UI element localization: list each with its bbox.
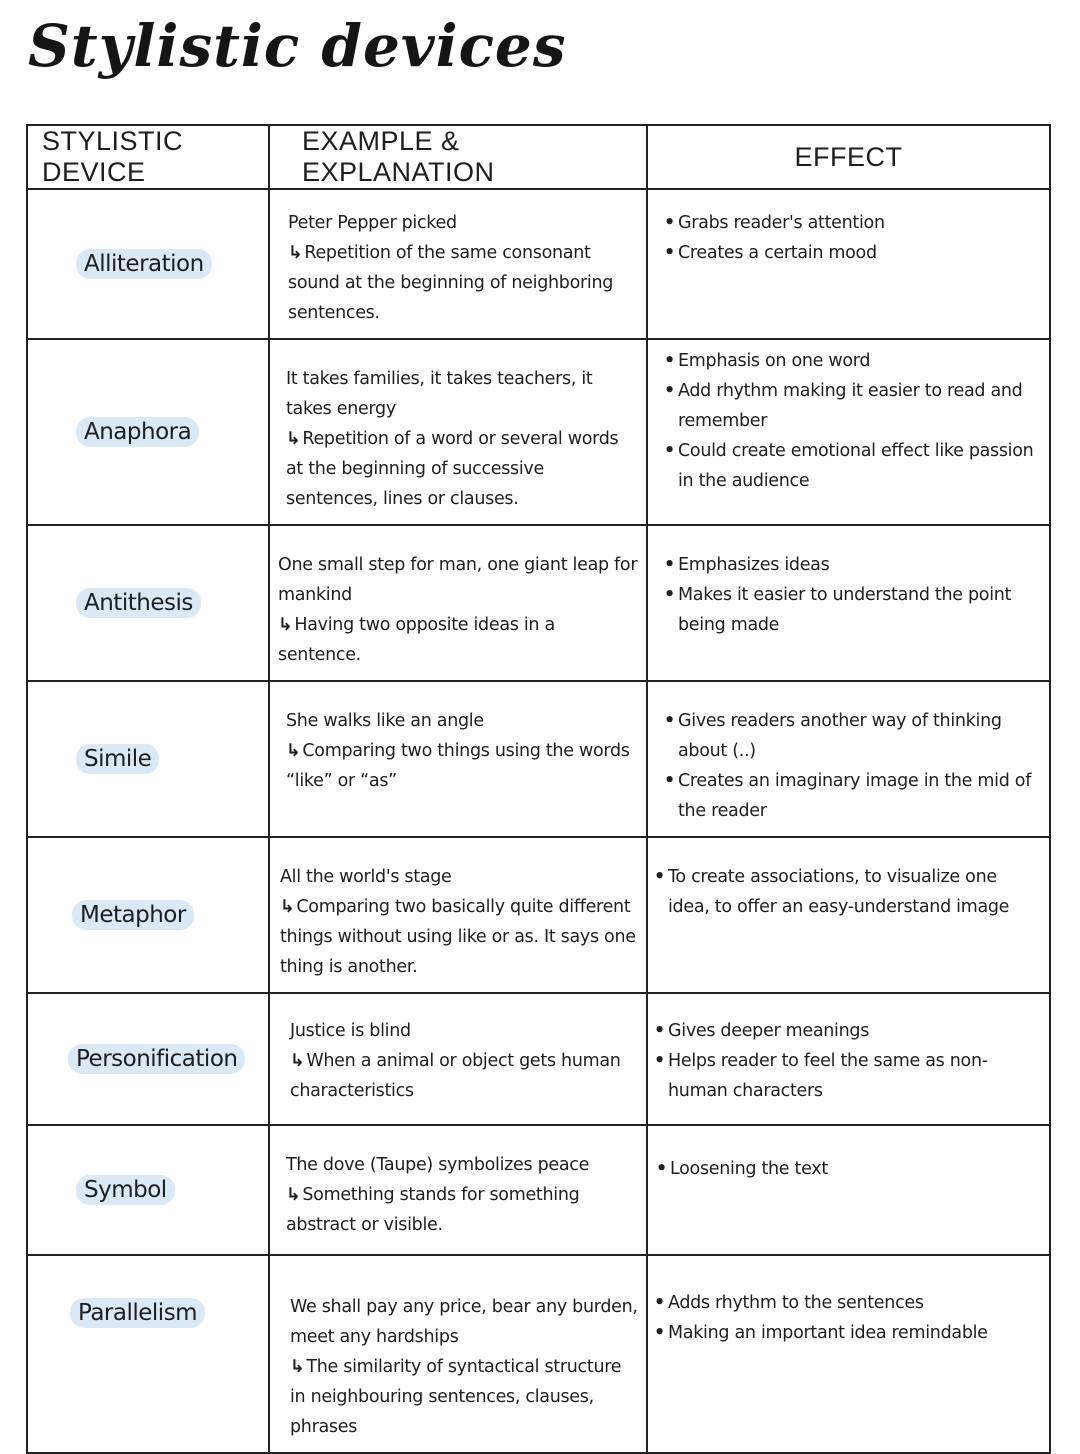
explanation-text: Comparing two things using the words “like” or “as” — [286, 741, 630, 791]
device-name-symbol: Symbol — [76, 1175, 175, 1205]
effect-cell — [647, 1125, 1050, 1255]
example-text: The dove (Taupe) symbolizes peace — [286, 1155, 590, 1175]
device-cell — [27, 189, 269, 339]
effect-item: • Makes it easier to understand the point being made — [664, 580, 1043, 640]
table-row — [27, 681, 1050, 837]
example-cell — [269, 1125, 647, 1255]
effect-item: • Gives deeper meanings — [654, 1016, 1043, 1046]
effect-item: • Helps reader to feel the same as non-human characters — [654, 1046, 1043, 1106]
explanation-text: Having two opposite ideas in a sentence. — [278, 615, 555, 665]
table-header-row — [27, 125, 1050, 189]
explanation-text: Comparing two basically quite different things without using like or as. It says one thing is another. — [280, 897, 636, 977]
header-stylistic-device: STYLISTIC DEVICE — [27, 125, 269, 189]
effect-cell — [647, 525, 1050, 681]
example-cell — [269, 339, 647, 525]
table-row — [27, 837, 1050, 993]
effect-cell — [647, 1255, 1050, 1453]
header-effect: EFFECT — [647, 125, 1050, 189]
effect-list — [654, 1016, 1043, 1106]
example-text: It takes families, it takes teachers, it takes energy — [286, 369, 593, 419]
device-name-metaphor: Metaphor — [72, 900, 194, 930]
effect-list — [664, 550, 1043, 640]
effect-item: • Gives readers another way of thinking about (..) — [664, 706, 1043, 766]
device-cell — [27, 993, 269, 1125]
page-title: Stylistic devices — [28, 12, 567, 80]
device-cell — [27, 837, 269, 993]
effect-item: • Add rhythm making it easier to read and remember — [664, 376, 1043, 436]
device-name-antithesis: Antithesis — [76, 588, 201, 618]
example-text: Justice is blind — [290, 1021, 411, 1041]
effect-list — [654, 862, 1043, 922]
device-name-anaphora: Anaphora — [76, 417, 199, 447]
arrow-icon: ↳ — [290, 1357, 305, 1377]
table-row — [27, 525, 1050, 681]
effect-list — [664, 208, 1043, 268]
effect-item: • Creates an imaginary image in the mid of the reader — [664, 766, 1043, 826]
effect-cell — [647, 339, 1050, 525]
explanation-text: Repetition of a word or several words at the beginning of successive sentences, lines or clauses. — [286, 429, 619, 509]
example-text: We shall pay any price, bear any burden, meet any hardships — [290, 1297, 638, 1347]
stylistic-devices-table — [26, 124, 1051, 1454]
device-name-personification: Personification — [68, 1044, 245, 1074]
table-row — [27, 189, 1050, 339]
explanation-text: The similarity of syntactical structure in neighbouring sentences, clauses, phrases — [290, 1357, 622, 1437]
effect-list — [664, 346, 1043, 496]
arrow-icon: ↳ — [286, 429, 301, 449]
example-cell — [269, 993, 647, 1125]
effect-cell — [647, 189, 1050, 339]
arrow-icon: ↳ — [286, 741, 301, 761]
effect-cell — [647, 837, 1050, 993]
effect-item: • To create associations, to visualize one idea, to offer an easy-understand image — [654, 862, 1043, 922]
device-name-parallelism: Parallelism — [70, 1298, 205, 1328]
device-cell — [27, 339, 269, 525]
device-cell — [27, 1125, 269, 1255]
device-name-alliteration: Alliteration — [76, 249, 212, 279]
header-example-explanation: EXAMPLE & EXPLANATION — [269, 125, 647, 189]
explanation-text: When a animal or object gets human characteristics — [290, 1051, 621, 1101]
effect-item: • Emphasis on one word — [664, 346, 1043, 376]
effect-list — [656, 1154, 1043, 1184]
example-text: Peter Pepper picked — [288, 213, 457, 233]
effect-item: • Creates a certain mood — [664, 238, 1043, 268]
effect-list — [664, 706, 1043, 826]
effect-item: • Emphasizes ideas — [664, 550, 1043, 580]
example-cell — [269, 189, 647, 339]
example-cell — [269, 681, 647, 837]
effect-list — [654, 1288, 1043, 1348]
explanation-text: Repetition of the same consonant sound at the beginning of neighboring sentences. — [288, 243, 614, 323]
arrow-icon: ↳ — [278, 615, 293, 635]
table-row — [27, 1125, 1050, 1255]
arrow-icon: ↳ — [280, 897, 295, 917]
example-cell — [269, 1255, 647, 1453]
table-row — [27, 993, 1050, 1125]
device-cell — [27, 681, 269, 837]
device-cell — [27, 1255, 269, 1453]
arrow-icon: ↳ — [290, 1051, 305, 1071]
explanation-text: Something stands for something abstract or visible. — [286, 1185, 580, 1235]
device-name-simile: Simile — [76, 744, 159, 774]
effect-item: • Grabs reader's attention — [664, 208, 1043, 238]
example-text: She walks like an angle — [286, 711, 484, 731]
arrow-icon: ↳ — [286, 1185, 301, 1205]
effect-item: • Loosening the text — [656, 1154, 1043, 1184]
arrow-icon: ↳ — [288, 243, 303, 263]
effect-item: • Could create emotional effect like passion in the audience — [664, 436, 1043, 496]
example-cell — [269, 837, 647, 993]
effect-cell — [647, 681, 1050, 837]
example-text: One small step for man, one giant leap for mankind — [278, 555, 638, 605]
effect-cell — [647, 993, 1050, 1125]
device-cell — [27, 525, 269, 681]
effect-item: • Making an important idea remindable — [654, 1318, 1043, 1348]
table-row — [27, 1255, 1050, 1453]
table-row — [27, 339, 1050, 525]
example-text: All the world's stage — [280, 867, 452, 887]
example-cell — [269, 525, 647, 681]
effect-item: • Adds rhythm to the sentences — [654, 1288, 1043, 1318]
